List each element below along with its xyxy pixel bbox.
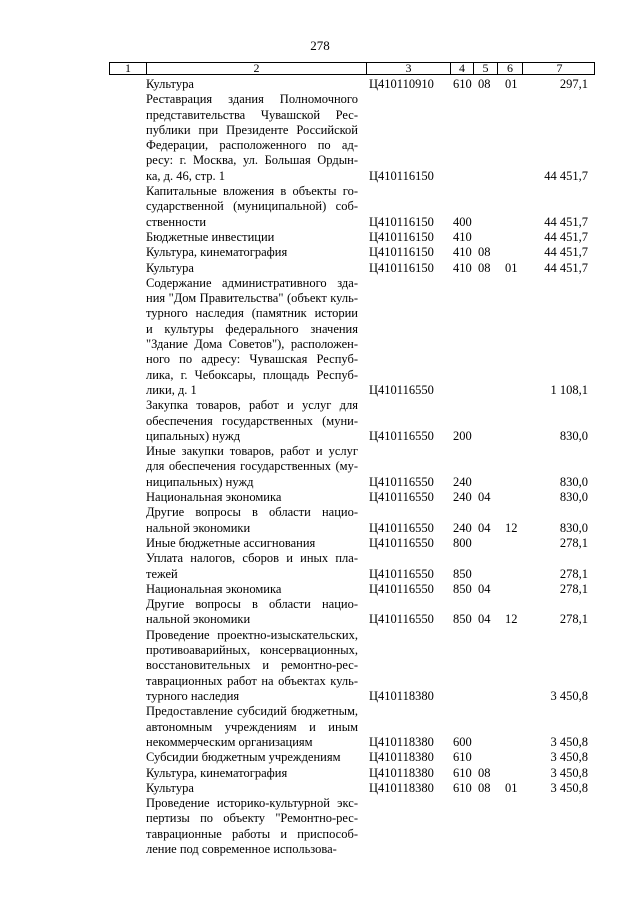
table-row: [0, 505, 640, 536]
row-name-line: Реставрация здания Полномочного: [146, 92, 358, 107]
header-col-7: 7: [556, 61, 563, 75]
row-code: Ц410116550: [369, 520, 434, 535]
row-col-5: 08: [478, 765, 491, 780]
row-name-line: Уплата налогов, сборов и иных пла-: [146, 551, 358, 566]
row-name-line: обеспечения государственных (муни-: [146, 413, 358, 428]
row-name-line: лика, г. Чебоксары, площадь Респуб-: [146, 367, 358, 382]
header-col-2: 2: [147, 63, 367, 74]
row-name-line: Культура, кинематография: [146, 765, 288, 780]
row-col-5: 08: [478, 77, 491, 91]
row-name: [146, 505, 358, 536]
row-name: [146, 796, 358, 857]
row-name: [146, 230, 358, 245]
row-col-4: 610: [453, 77, 472, 91]
row-amount: 278,1: [559, 581, 588, 596]
table-row: [0, 261, 640, 276]
row-col-6: 12: [505, 520, 518, 535]
row-amount: 3 450,8: [550, 765, 588, 780]
row-name: [146, 582, 358, 597]
row-name-line: ресу: г. Москва, ул. Большая Ордын-: [146, 153, 358, 168]
row-name: [146, 245, 358, 260]
row-amount: 44 451,7: [544, 214, 588, 229]
row-code: Ц410116550: [369, 490, 434, 505]
row-amount: 830,0: [559, 474, 588, 489]
row-name: [146, 781, 358, 796]
table-row: [0, 551, 640, 582]
row-code: Ц410116550: [369, 382, 434, 397]
row-col-5: 04: [478, 581, 491, 596]
row-name-line: Предоставление субсидий бюджетным,: [146, 704, 358, 719]
table-row: [0, 750, 640, 765]
row-name-line: Капитальные вложения в объекты го-: [146, 184, 358, 199]
row-code: Ц410118380: [369, 750, 434, 765]
row-name-line: Другие вопросы в области нацио-: [146, 597, 358, 612]
row-amount: 830,0: [559, 428, 588, 443]
row-code: Ц410118380: [369, 765, 434, 780]
row-name-line: восстановительных и ремонтно-рес-: [146, 658, 358, 673]
row-name: [146, 597, 358, 628]
table-row: [0, 398, 640, 444]
row-col-4: 610: [453, 780, 472, 795]
table-header: [109, 62, 595, 75]
row-code: Ц410116550: [369, 581, 434, 596]
row-amount: 830,0: [559, 490, 588, 505]
row-code: Ц410116150: [369, 230, 434, 244]
row-col-4: 400: [453, 214, 472, 229]
row-name-line: Проведение проектно-изыскательских,: [146, 627, 358, 642]
row-col-6: 01: [505, 77, 518, 91]
row-name-line: нальной экономики: [146, 612, 251, 627]
row-amount: 297,1: [559, 77, 588, 91]
row-name-line: лики, д. 1: [146, 382, 197, 397]
row-name: [146, 261, 358, 276]
table-row: [0, 230, 640, 245]
row-name-line: турного наследия: [146, 688, 240, 703]
row-name-line: турного наследия (памятник истории: [146, 306, 358, 321]
row-name-line: автономным учреждениям и иным: [146, 719, 358, 734]
table-row: [0, 184, 640, 230]
row-name-line: таврационные работы и приспособ-: [146, 826, 358, 841]
row-name-line: "Здание Дома Советов"), расположен-: [146, 337, 358, 352]
row-name: [146, 750, 358, 765]
row-code: Ц410116550: [369, 428, 434, 443]
row-col-4: 850: [453, 581, 472, 596]
table-row: [0, 77, 640, 92]
table-row: [0, 628, 640, 705]
row-name: [146, 766, 358, 781]
row-col-4: 240: [453, 520, 472, 535]
row-amount: 3 450,8: [550, 780, 588, 795]
row-name-line: Другие вопросы в области нацио-: [146, 505, 358, 520]
table-row: [0, 582, 640, 597]
row-code: Ц410118380: [369, 734, 434, 749]
row-name-line: Национальная экономика: [146, 581, 282, 596]
row-code: Ц410116150: [369, 260, 434, 275]
row-amount: 1 108,1: [550, 382, 588, 397]
table-row: [0, 444, 640, 490]
row-col-4: 410: [453, 245, 472, 260]
row-code: Ц410118380: [369, 780, 434, 795]
page-number: 278: [310, 38, 330, 53]
row-col-5: 08: [478, 260, 491, 275]
row-col-4: 410: [453, 230, 472, 244]
row-name-line: для обеспечения государственных (му-: [146, 459, 358, 474]
row-amount: 278,1: [559, 566, 588, 581]
row-amount: 44 451,7: [544, 168, 588, 183]
row-col-5: 08: [478, 780, 491, 795]
header-col-3: 3: [367, 63, 451, 74]
row-name-line: ного по адресу: Чувашская Респуб-: [146, 352, 358, 367]
row-col-4: 800: [453, 536, 472, 550]
table-row: [0, 490, 640, 505]
row-col-4: 240: [453, 490, 472, 505]
row-name-line: Содержание административного зда-: [146, 275, 358, 290]
row-name-line: некоммерческим организациям: [146, 734, 313, 749]
table-row: [0, 276, 640, 398]
row-col-5: 08: [478, 245, 491, 260]
row-code: Ц410116550: [369, 566, 434, 581]
row-col-5: 04: [478, 520, 491, 535]
row-col-5: 04: [478, 612, 491, 627]
row-name-line: Проведение историко-культурной экс-: [146, 796, 358, 811]
row-name: [146, 444, 358, 490]
row-name-line: Федерации, расположенного по ад-: [146, 138, 358, 153]
row-amount: 44 451,7: [544, 260, 588, 275]
row-name-line: Культура: [146, 77, 194, 91]
row-name-line: Национальная экономика: [146, 490, 282, 505]
row-code: Ц410116150: [369, 214, 434, 229]
row-name: [146, 490, 358, 505]
row-name-line: нальной экономики: [146, 520, 251, 535]
header-col-4: 4: [451, 63, 474, 74]
row-name-line: Иные бюджетные ассигнования: [146, 536, 316, 550]
header-col-6: 6: [498, 63, 523, 74]
row-name-line: Субсидии бюджетным учреждениям: [146, 750, 341, 765]
row-col-4: 200: [453, 428, 472, 443]
row-name-line: Иные закупки товаров, работ и услуг: [146, 444, 358, 459]
row-name: [146, 704, 358, 750]
row-code: Ц410116550: [369, 612, 434, 627]
row-name-line: сударственной (муниципальной) соб-: [146, 199, 358, 214]
row-amount: 44 451,7: [544, 245, 588, 260]
table-row: [0, 704, 640, 750]
row-name-line: таврационных работ на объектах куль-: [146, 673, 358, 688]
row-col-6: 12: [505, 612, 518, 627]
row-name: [146, 628, 358, 704]
row-code: Ц410116150: [369, 168, 434, 183]
row-code: Ц410118380: [369, 688, 434, 703]
table-row: [0, 245, 640, 260]
row-name-line: Закупка товаров, работ и услуг для: [146, 398, 358, 413]
row-name: [146, 184, 358, 230]
row-name: [146, 536, 358, 551]
row-amount: 278,1: [559, 612, 588, 627]
row-name-line: и культуры федерального значения: [146, 321, 358, 336]
row-name-line: публики при Президенте Российской: [146, 122, 358, 137]
row-name-line: ниципальных) нужд: [146, 474, 254, 489]
row-amount: 3 450,8: [550, 750, 588, 765]
row-col-4: 600: [453, 734, 472, 749]
table-row: [0, 781, 640, 796]
row-name-line: ка, д. 46, стр. 1: [146, 168, 225, 183]
row-name-line: представительства Чувашской Рес-: [146, 107, 358, 122]
table-row: [0, 92, 640, 184]
row-col-4: 610: [453, 750, 472, 765]
row-name: [146, 551, 358, 582]
row-name-line: пертизы по объекту "Ремонтно-рес-: [146, 811, 358, 826]
row-code: Ц410110910: [369, 77, 434, 91]
row-name: [146, 276, 358, 398]
table-row: [0, 766, 640, 781]
header-col-5: 5: [474, 63, 498, 74]
row-code: Ц410116550: [369, 474, 434, 489]
row-amount: 830,0: [559, 520, 588, 535]
row-name-line: ление под современное использова-: [146, 841, 337, 856]
row-name: [146, 77, 358, 92]
row-amount: 278,1: [559, 536, 588, 550]
row-amount: 3 450,8: [550, 688, 588, 703]
row-name-line: ния "Дом Правительства" (объект куль-: [146, 291, 358, 306]
row-name-line: ственности: [146, 214, 207, 229]
row-col-5: 04: [478, 490, 491, 505]
row-col-4: 610: [453, 765, 472, 780]
row-col-4: 240: [453, 474, 472, 489]
table-row: [0, 597, 640, 628]
row-name-line: Культура: [146, 780, 194, 795]
row-amount: 44 451,7: [544, 230, 588, 244]
row-col-6: 01: [505, 260, 518, 275]
row-name-line: Бюджетные инвестиции: [146, 230, 275, 244]
row-name: [146, 92, 358, 184]
row-name-line: противоаварийных, консервационных,: [146, 643, 358, 658]
row-col-4: 850: [453, 566, 472, 581]
row-code: Ц410116150: [369, 245, 434, 260]
row-name-line: Культура, кинематография: [146, 245, 288, 260]
row-col-4: 410: [453, 260, 472, 275]
header-col-1: 1: [110, 63, 147, 74]
row-col-4: 850: [453, 612, 472, 627]
row-name-line: тежей: [146, 566, 178, 581]
row-name-line: ципальных) нужд: [146, 428, 241, 443]
row-name: [146, 398, 358, 444]
row-name-line: Культура: [146, 260, 194, 275]
table-row: [0, 796, 640, 857]
row-amount: 3 450,8: [550, 734, 588, 749]
table-row: [0, 536, 640, 551]
row-code: Ц410116550: [369, 536, 434, 550]
row-col-6: 01: [505, 780, 518, 795]
